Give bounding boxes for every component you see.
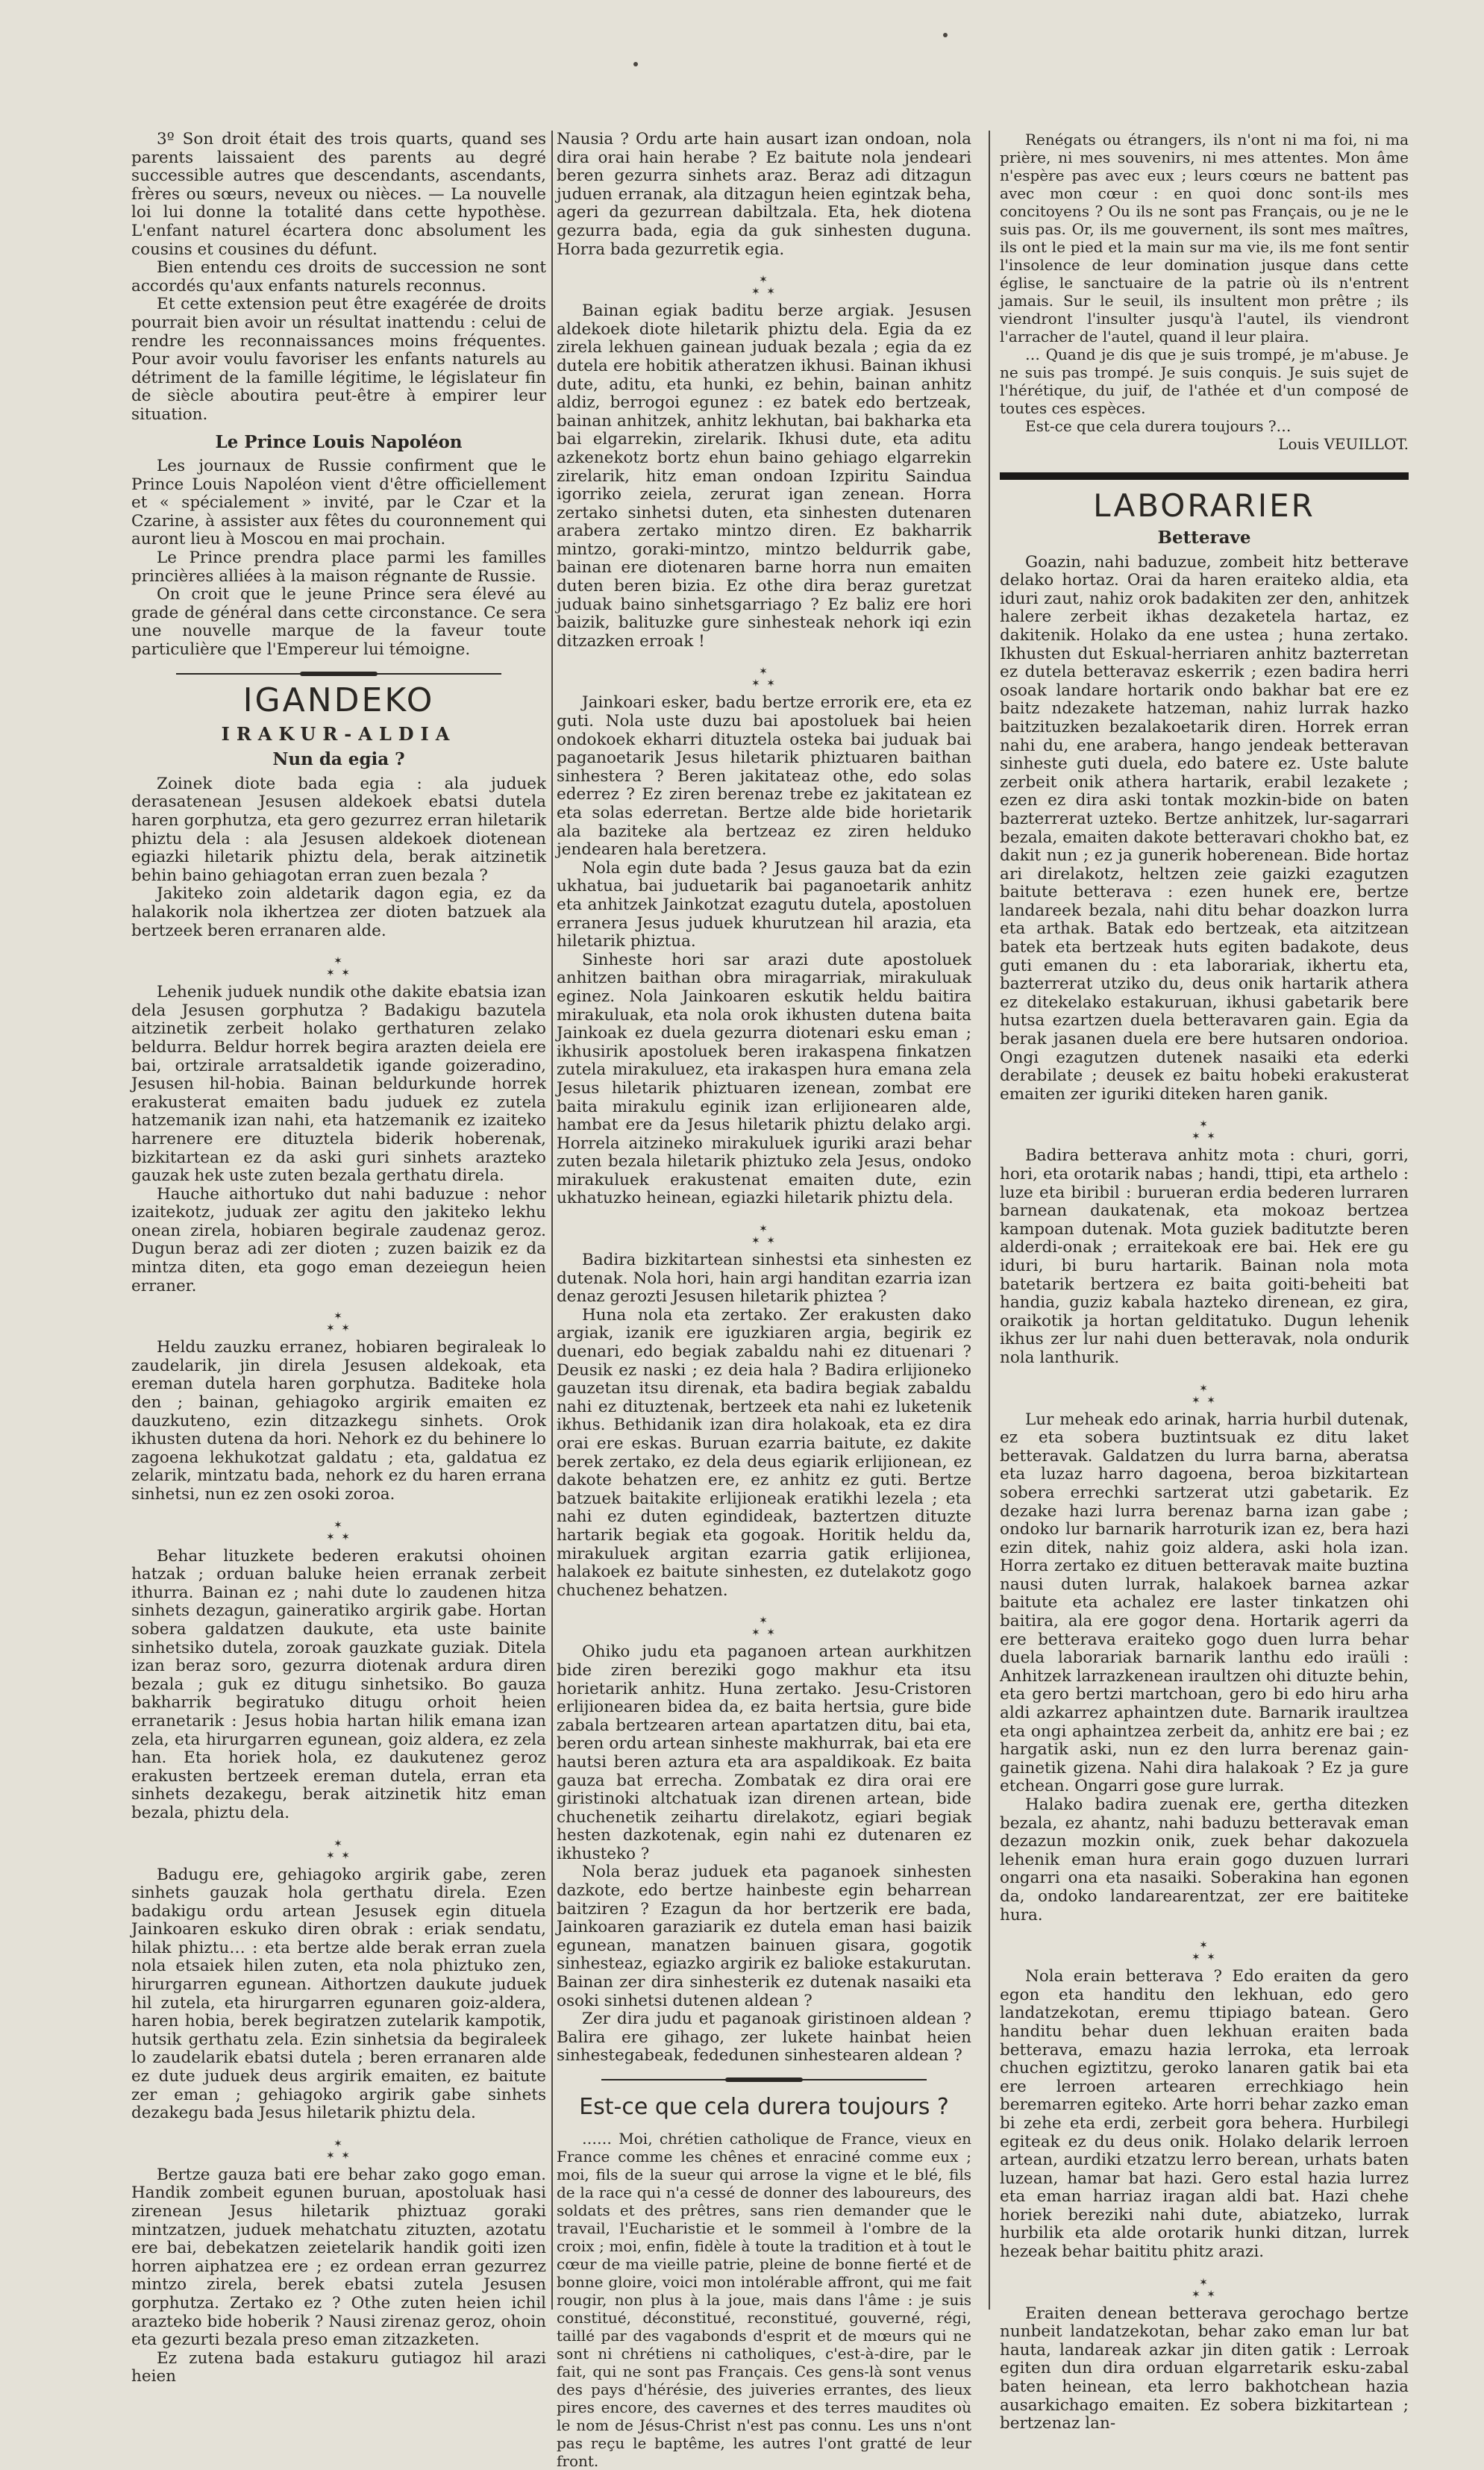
section-subtitle: IRAKUR-ALDIA [221, 722, 457, 745]
article-heading: Nun da egia ? [272, 749, 405, 770]
paragraph: Zoinek diote bada egia : ala juduek derasatenean Jesusen aldekoek ebatsi dutela haren gorphutza, eta gero gezurrez erran hiletarik phiztu dela : ala Jesusen aldekoek diotenean egiazki hiletarik phiztu dela, berak aitzinetik behin baino gehiagotan erran zuen bezala ? [131, 774, 546, 885]
paragraph: Lur meheak edo arinak, harria hurbil dutenak, ez eta sobera buztintsuak ez ditu laket betteravak. Galdatzen du lurra barna, aberatsa eta luzaz harro dagoena, beroa bizkitartean sobera errechki sartzerat utzi gabetarik. Ez dezake hazi lurra berenaz barna izan gabe ; ondoko lur barnarik harroturik izan ez, bera hazi ezin ditek, nahiz goiz aldera, aski hola izan. Horra zertako ez dituen betteravak maite buztina nausi duten lurrak, halakoek barnea azkar baitute eta achalez ere laster tinkatzen ohi baitira, ala ere gogor dena. Hortarik agerri da ere betterava eraiteko gogo duen lurra behar duela laborariak barnarik lanthu edo iraüli : Anhitzek larrazkenean iraultzen ohi dituzte behin, eta gero bertzi martchoan, gero bi edo hiru arha aldi azkarrez aphaintzen dute. Barnarik iraultzea eta ongi aphaintzea zerbeit da, anhitz ere bai ; ez hargatik aski, nun ez den lurra berenaz gain-gainetik gizena. Nahi dira halakoak ? Ez ja gure etchean. Ongarri gose gure lurrak. [1000, 1410, 1409, 1796]
paragraph: Renégats ou étrangers, ils n'ont ni ma foi, ni ma prière, ni mes souvenirs, ni mes attentes. Mon âme n'espère pas avec eux ; leurs cœurs ne battent pas avec mon cœur : en quoi donc sont-ils mes concitoyens ? Ou ils ne sont pas Français, ou je ne le suis pas. Or, ils me gouvernent, ils sont mes maîtres, ils ont le pied et la main sur ma vie, ils me font sentir l'insolence de leur domination jusque dans cette église, le sanctuaire de la patrie où ils n'entrent jamais. Sur le seuil, ils insultent mon prêtre ; ils viendront l'insulter jusqu'à l'autel, ils viendront l'arracher de l'autel, quand il leur plaira. [1000, 131, 1409, 346]
paper-speck [943, 33, 948, 37]
asterism-ornament: ✶ ✶ ✶ [1192, 1939, 1217, 1964]
paragraph: On croit que le jeune Prince sera élevé au grade de général dans cette circonstance. Ce sera une nouvelle marque de la faveur toute particulière que l'Empereur lui témoigne. [131, 585, 546, 660]
paragraph: Nausia ? Ordu arte hain ausart izan ondoan, nola dira orai hain herabe ? Ez baitute nola jendeari beren gezurra sinhets araz. Beraz adi ditzagun juduen erranak, ala ditzagun heien egintzak beha, ageri da gezurrean dabiltzala. Eta, hek diotena gezurra bada, egia da guk sinhesten duguna. Horra bada gezurretik egia. [557, 130, 971, 259]
paragraph: Badira betterava anhitz mota : churi, gorri, hori, eta orotarik nabas ; handi, ttipi, eta arthelo : luze eta biribil : burueran erdia bederen lurraren barnean daukatenak, eta mokoaz bertzea kampoan dutenak. Mota guziek baditutzte beren alderdi-onak ; erraitekoak ere bai. Hek ere gu iduri, bi buru hartarik. Bainan nola mota batetarik bertzera ez baita goiti-beheiti bat handia, guziz kabala hazteko direnean, ez gira, oraikotik ja hortan gelditatuko. Dugun lehenik ikhus zer lur nahi duen betteravak, nola ondurik nola lanthurik. [1000, 1146, 1409, 1367]
column-divider [551, 131, 553, 2310]
paragraph: Bien entendu ces droits de succession ne sont accordés qu'aux enfants naturels reconnus. [131, 258, 546, 296]
column-3 [1000, 131, 1409, 2433]
paragraph: Ohiko judu eta paganoen artean aurkhitzen bide ziren bereziki gogo makhur eta itsu horietarik anhitz. Huna zertako. Jesu-Cristoren erlijionearen bidea da, ez baita hertsia, gure bide zabala bertzearen artean apartatzen ditu, bai eta, beren ordu artean sinheste makhurrak, bai eta ere hautsi beren aztura eta ara aspaldikoak. Ez baita gauza bat errecha. Zombatak ez dira orai ere giristinoki altchatuak izan direnen artean, bide chuchenetik zeihartu direlakotz, egiari begiak hesten dazkotenak, egin nahi ez dutenaren ez ikhusteko ? [557, 1642, 971, 1863]
asterism-ornament: ✶ ✶ ✶ [326, 2137, 351, 2162]
asterism-ornament: ✶ ✶ ✶ [326, 1310, 351, 1335]
paragraph: Nola erain betterava ? Edo eraiten da gero egon eta handitu den lekhuan, edo gero landatzekotan, eremu ttipiago batean. Gero handitu behar duen lekhuan eraiten bada betterava, emazu hazia lerroka, eta lerroak chuchen egiztitzu, geroko lanaren gatik bai eta ere lerroen artearen errechkiago hein beremarren egiteko. Arte horri behar zazko eman bi zehe eta erdi, zerbeit gora behera. Hurbilegi egiteak ez du deus onik. Holako delarik lerroen artean, aurdiki etzatzu lerro berean, urhats baten luzean, hamar bat hazi. Gero estal hazia lurrez eta eman harriaz iragan aldi bat. Hazi chehe horiek bereziki nahi dute, abiatzeko, lurrak hurbilik eta alde orotarik hunki ditzan, lurrek hezeak behar baititu phitz arazi. [1000, 1967, 1409, 2262]
section-heading-prince: Le Prince Louis Napoléon [215, 431, 463, 452]
paragraph: Sinheste hori sar arazi dute apostoluek anhitzen baithan obra miragarriak, mirakuluak eginez. Nola Jainkoaren eskutik heldu baitira mirakuluak, eta nola orok ikhusten dutena baita Jainkoak ez duela gezurra diotenari esku eman ; ikhusirik apostoluek beren irakaspena finkatzen zutela mirakuluez, eta irakaspen hura emana zela Jesus hiletarik phiztuaren izenean, zombat ere baita mirakulu eginik izan erlijionearen alde, hambat ere da Jesus hiletarik phiztu delako argi. Horrela aitzineko mirakuluek iguriki arazi behar zuten bezala hiletarik phiztuko zela Jesus, ondoko mirakuluek erakustenat emaiten dute, ezin ukhatuzko heinean, egiazki hiletarik phiztu dela. [557, 950, 971, 1208]
paragraph: Le Prince prendra place parmi les familles princières alliées à la maison régnante de Russie. [131, 548, 546, 586]
paragraph: Ez zutena bada estakuru gutiagoz hil arazi heien [131, 2348, 546, 2386]
ornament-rule [176, 673, 501, 675]
paragraph: Jainkoari esker, badu bertze errorik ere, eta ez guti. Nola uste duzu bai apostoluek bai heien ondokoek ekharri dituztela osteka bai juduak bai paganoetarik Jesus hiletarik phiztuaren baithan sinhestera ? Beren jakitateaz othe, edo solas ederrez ? Ez ziren berenaz trebe ez jakitatean ez eta solas ederretan. Bertze alde bide horietarik ala baziteke ala bertzeaz ez ziren helduko jendearen hala beretzera. [557, 693, 971, 860]
paragraph: Hauche aithortuko dut nahi baduzue : nehor izaitekotz, juduak zer agitu den jakiteko lekhu onean zirela, hobiaren begirale zaudenaz geroz. Dugun beraz adi zer dioten ; zuzen baizik ez da mintza diten, eta gogo eman dezeiegun heien erraner. [131, 1184, 546, 1295]
paragraph: Les journaux de Russie confirment que le Prince Louis Napoléon vient d'être officiellement et « spécialement » invité, par le Czar et la Czarine, à assister aux fêtes du couronnement qui auront lieu à Moscou en mai prochain. [131, 457, 546, 549]
paragraph: Nola egin dute bada ? Jesus gauza bat da ezin ukhatua, bai juduetarik bai paganoetarik anhitz eta anhitzek Jainkotzat ezagutu dutela, apostoluen erranera Jesus juduek khurutzean hil arazia, eta hiletarik phiztua. [557, 858, 971, 951]
paragraph: Heldu zauzku erranez, hobiaren begiraleak lo zaudelarik, jin direla Jesusen aldekoak, eta ereman dutela haren gorphutza. Baditeke hola den ; bainan, gehiagoko argirik emaiten ez dauzkuteno, ezin ditzazkegu sinhets. Orok ikhusten dutena da hori. Nehork ez du behinere lo zagoena lekhukotzat galdatu ; eta, galdatua ez zelarik, mintzatu bada, nehork ez du haren errana sinhetsi, nun ez zen osoki zoroa. [131, 1338, 546, 1504]
paragraph: Eraiten denean betterava gerochago bertze nunbeit landatzekotan, behar zako eman lur bat hauta, landareak azkar jin diten gatik : Lerroak egiten dun dira orduan elgarretarik esku-zabal baten heinean, eta lerro bakhotchean hazia ausarkichago emaiten. Ez sobera bizkitartean ; bertzenaz lan- [1000, 2304, 1409, 2433]
paragraph: Badira bizkitartean sinhestsi eta sinhesten ez dutenak. Nola hori, hain argi handitan ezarria izan denaz gerozti Jesusen hiletarik phiztea ? [557, 1251, 971, 1307]
paragraph: Est-ce que cela durera toujours ?… [1025, 417, 1292, 435]
paragraph: Behar lituzkete bederen erakutsi ohoinen hatzak ; orduan baluke heien erranak zerbeit ithurra. Bainan ez ; nahi dute lo zaudenen hitza sinhets dezagun, gaineratiko argirik gabe. Hortan sobera galdatzen daukute, eta uste bainite sinhetsiko dutela, zoroak gauzkate guziak. Ditela izan beraz soro, gezurra diotenak ardura diren bezala ; guk ez ditugu sinhetsiko. Bo gauza bakharrik begiratuko ditugu orhoit heien erranetarik : Jesus hobia hartan hilik emana izan zela, eta hirurgarren egunean, goiz aldera, ez zela han. Eta horiek hola, ez daukutenez geroz erakusten bertzeek ereman dutela, erran eta sinhets dezakegu, berak aitzinetik hitz eman bezala, phiztu dela. [131, 1546, 546, 1822]
paragraph: Et cette extension peut être exagérée de droits pourrait bien avoir un résultat inattendu : celui de rendre les reconnaissances moins fréquentes. Pour avoir voulu favoriser les enfants naturels au détriment de la famille légitime, le législateur fin de siècle aboutira peut-être à empirer leur situation. [131, 295, 546, 424]
asterism-ornament: ✶ ✶ ✶ [326, 955, 351, 980]
asterism-ornament: ✶ ✶ ✶ [1192, 1382, 1217, 1407]
asterism-ornament: ✶ ✶ ✶ [751, 1615, 777, 1639]
heavy-rule [1000, 472, 1409, 480]
paragraph: Jakiteko zoin aldetarik dagon egia, ez da halakorik nola ikhertzea zer dioten batzuek ala bertzeek beren erranaren alde. [131, 884, 546, 940]
paragraph: Lehenik juduek nundik othe dakite ebatsia izan dela Jesusen gorphutza ? Badakigu bazutela aitzinetik zerbeit holako gerthaturen zelako beldurra. Beldur horrek begira arazten deiela ere bai, ortzirale arratsaldetik igande goizeradino, Jesusen hil-hobia. Bainan beldurkunde horrek erakusterat emaiten badu juduek ez zutela hatzemanik izan nahi, eta hatzemanik ez izaiteko harrenere ere dituztela biderik hoberenak, bizkitartean ez da aski guri sinhets arazteko gauzak hek uste zuten bezala gerthatu direla. [131, 983, 546, 1186]
paragraph: Bertze gauza bati ere behar zako gogo eman. Handik zombeit egunen buruan, apostoluak hasi zirenean Jesus hiletarik phiztuaz goraki mintzatzen, juduek mehatchatu zituzten, azotatu ere bai, debekatzen zeietelarik handik goiti izen horren aiphatzea ere ; ez ordean erran gezurrez mintzo zirela, berek ebatsi zutela Jesusen gorphutza. Zertako ez ? Othe zuten heien ichil arazteko bide hoberik ? Nausi zirenaz geroz, ohoin eta gezurti bezala preso eman zitzazketen. [131, 2165, 546, 2350]
asterism-ornament: ✶ ✶ ✶ [751, 666, 777, 690]
paragraph: Halako badira zuenak ere, gertha ditezken bezala, ez ahantz, nahi baduzu betteravak eman dezazun mozkin onik, zuek behar dakozuela lehenik eman hura erain gogo duzuen lurrari ongarri ona eta nasaiki. Soberakina han egonen da, ondoko landarearentzat, zer ere baititeke hura. [1000, 1795, 1409, 1925]
asterism-ornament: ✶ ✶ ✶ [1192, 1119, 1217, 1143]
asterism-ornament: ✶ ✶ ✶ [326, 1837, 351, 1862]
paragraph: 3º Son droit était des trois quarts, quand ses parents laissaient des parents au degré successible autres que descendants, ascendants, frères ou sœurs, neveux ou nièces. — La nouvelle loi lui donne la totalité dans cette hypothèse. L'enfant naturel écartera donc absolument les cousins et cousines du défunt. [131, 130, 546, 259]
paragraph: Badugu ere, gehiagoko argirik gabe, zeren sinhets gauzak hola gerthatu direla. Ezen badakigu ordu artean Jesusek egin dituela Jainkoaren eskuko diren obrak : eriak sendatu, hilak phiztu… : eta bertze alde berak erran zuela nola etsaiek hilen zuten, eta nola phiztuko zen, hirurgarren egunean. Aithortzen daukute juduek hil zutela, eta hirurgarren egunaren goiz-aldera, haren hobia, berek begiratzen zutelarik kampotik, hutsik gerthatu zela. Ezin sinhetsia da begiraleek lo zaudelarik ebatsi dutela ; beren erranaren alde ez dute juduek deus argirik emaiten, ez baitute zer eman ; gehiagoko argirik gabe sinhets dezakegu bada Jesus hiletarik phiztu dela. [131, 1865, 546, 2123]
asterism-ornament: ✶ ✶ ✶ [751, 274, 777, 298]
signature: Louis VEUILLOT. [1278, 435, 1409, 453]
section-title-laborarier: LABORARIER [1093, 487, 1315, 524]
paragraph: Nola beraz juduek eta paganoek sinhesten dazkote, edo bertze hainbeste egin beharrean baitziren ? Ezagun da hor bertzerik ere bada, Jainkoaren garaziarik ez dutela eman hasi baizik egunean, manatzen bainuen gisara, gogotik sinhesteaz, egiazko argirik ez balioke estakurutan. Bainan zer dira sinhesterik ez dutenak nasaiki eta osoki sinhetsi dutenen aldean ? [557, 1863, 971, 2010]
article-heading: Betterave [1157, 528, 1251, 548]
column-1 [131, 131, 546, 2386]
paragraph: Huna nola eta zertako. Zer erakusten dako argiak, izanik ere iguzkiaren argia, begirik ez duenari, edo begiak zabaldu nahi ez dituenari ? Deusik ez naski ; ez deia hala ? Badira erlijioneko gauzetan itsu direnak, eta badira begiak zabaldu nahi ez dituztenak, bertzeek eta nahi ez luketenik ikhus. Bethidanik izan dira holakoak, eta ez dira orai ere eskas. Buruan ezarria baitute, ez dakite berek zertako, ez dela deus egiarik erlijionean, ez dakote behatzen ere, ez anhitz ez guti. Bertze batzuek baitakite erlijioneak eratikhi lezela ; eta nahi ez duten egindideak, baztertzen dituzte hartarik begiak eta gogoak. Horitik heldu da, mirakuluek argitan ezarria gatik erlijionea, halakoek ez baitute sinhesten, ez dutelakotz gogo chuchenez behatzen. [557, 1305, 971, 1600]
asterism-ornament: ✶ ✶ ✶ [751, 1223, 777, 1248]
ornament-rule [601, 2079, 927, 2080]
paragraph: Bainan egiak baditu berze argiak. Jesusen aldekoek diote hiletarik phiztu dela. Egia da ez zirela lekhuen gainean juduak bezala ; egia da ez dutela ere hobitik atheratzen ikhusi. Bainan ikhusi dute, aditu, eta hunki, ez behin, bainan anhitz aldiz, berrogoi egunez : ez batek edo bertzeak, bainan anhitzek, anhitz lekhutan, bai bakharka eta bai elgarrekin, zirelarik. Ikhusi dute, eta aditu azkenekotz bortz ehun baino gehiago elgarrekin zirelarik, hitz eman ondoan Izpiritu Saindua igorriko zeiela, zerurat igan zenean. Horra zertako sinhetsi duten, eta sinhesten dutenaren arabera zertako mintzo diren. Ez bakharrik mintzo, goraki-mintzo, mintzo beldurrik gabe, bainan ere diotenaren barne horra nun emaiten duten beren bizia. Ez othe dira beraz guretzat juduak baino sinhetsgarriago ? Ez baliz ere hori baizik, balituzke gure sinhesteak nehork iqi ezin ditzazken erroak ! [557, 301, 971, 651]
paragraph: Zer dira judu et paganoak giristinoen aldean ? Balira ere gihago, zer lukete hainbat heien sinhestegabeak, fededunen sinhestearen aldean ? [557, 2010, 971, 2066]
article-headline-veuillot: Est-ce que cela durera toujours ? [579, 2094, 949, 2120]
section-title-igandeko: IGANDEKO [242, 681, 435, 719]
column-2 [557, 131, 971, 2470]
asterism-ornament: ✶ ✶ ✶ [1192, 2276, 1217, 2301]
column-divider [989, 131, 990, 2310]
paper-speck [633, 62, 638, 66]
asterism-ornament: ✶ ✶ ✶ [326, 1519, 351, 1543]
paragraph: …… Moi, chrétien catholique de France, vieux en France comme les chênes et enraciné comme eux ; moi, fils de la sueur qui arrose la vigne et le blé, fils de la race qui n'a cessé de donner des laboureurs, des soldats et des prêtres, sans rien demander que le travail, l'Eucharistie et le sommeil à l'ombre de la croix ; moi, enfin, fidèle à toute la tradition et à tout le cœur de ma vieille patrie, pleine de bonne fierté et de bonne gloire, voici mon intolérable affront, qui me fait rougir, non plus à la joue, mais dans l'âme : je suis constitué, déconstitué, reconstitué, gouverné, régi, taillé par des vagabonds d'esprit et de mœurs qui ne sont ni chrétiens ni catholiques, c'est-à-dire, par le fait, qui ne sont pas Français. Ces gens-là sont venus des pays d'hérésie, des juiveries errantes, des lieux pires encore, des cavernes et des terres maudites où le nom de Jésus-Christ n'est pas connu. Les uns n'ont pas reçu le baptême, les autres l'ont gratté de leur front. [557, 2130, 971, 2470]
paragraph: Goazin, nahi baduzue, zombeit hitz betterave delako hortaz. Orai da haren eraiteko aldia, eta iduri zaut, nahiz orok badakiten zer den, anhitzek halere zerbeit ikhas dezaketela hartaz, ez dakitenik. Holako da ene ustea ; huna zertako. Ikhusten dut Eskual-herriaren anhitz bazterretan ez dutela betteravaz eskerrik ; ezen badira herri osoak landare hortarik ondo bakhar bat ere ez baitz ndezakete hatzeman, nahiz lurrak hazko baitzituzken bezalakoetarik diren. Horrek erran nahi du, ene arabera, hango jendeak betteravan sinheste guti duela, edo batere ez. Uste balute zerbeit onik athera hartarik, erabil lezakete ; ezen ez dira aski tontak mozkin-bide on baten bazterrerat uzteko. Bertze anhitzek, lur-sagarrari bezala, emaiten dakote betteravari chokho bat, ez dakit nun ; ez ja gunerik hoberenean. Bide hortaz ari direlakotz, heltzen zeie gaizki ezagutzen baitute betterava : ezen hunek ere, bertze landareek bezala, nahi ditu behar doazkon lurra eta arthak. Batak edo bertzeak, eta aitzitzean batek eta bertzeak huts egiten badakote, deus guti emanen du : eta laborariak, ikhertu eta, bazterrerat utziko du, deus onik hartarik athera ez ditekelako estakuruan, ikhusi gabetarik bere hutsa ezartzen duela betteravaren gain. Egia da berak jasanen duela ere bere hutsaren ondorioa. Ongi ezagutzen dutenek nasaiki eta ederki derabilate ; deusek ez baitu hobeki erakusterat emaiten zer iguriki diteken haren ganik. [1000, 552, 1409, 1104]
paragraph: … Quand je dis que je suis trompé, je m'abuse. Je ne suis pas trompé. Je suis conquis. Je suis sujet de l'hérétique, du juif, de l'athée et d'un composé de toutes ces espèces. [1000, 346, 1409, 417]
